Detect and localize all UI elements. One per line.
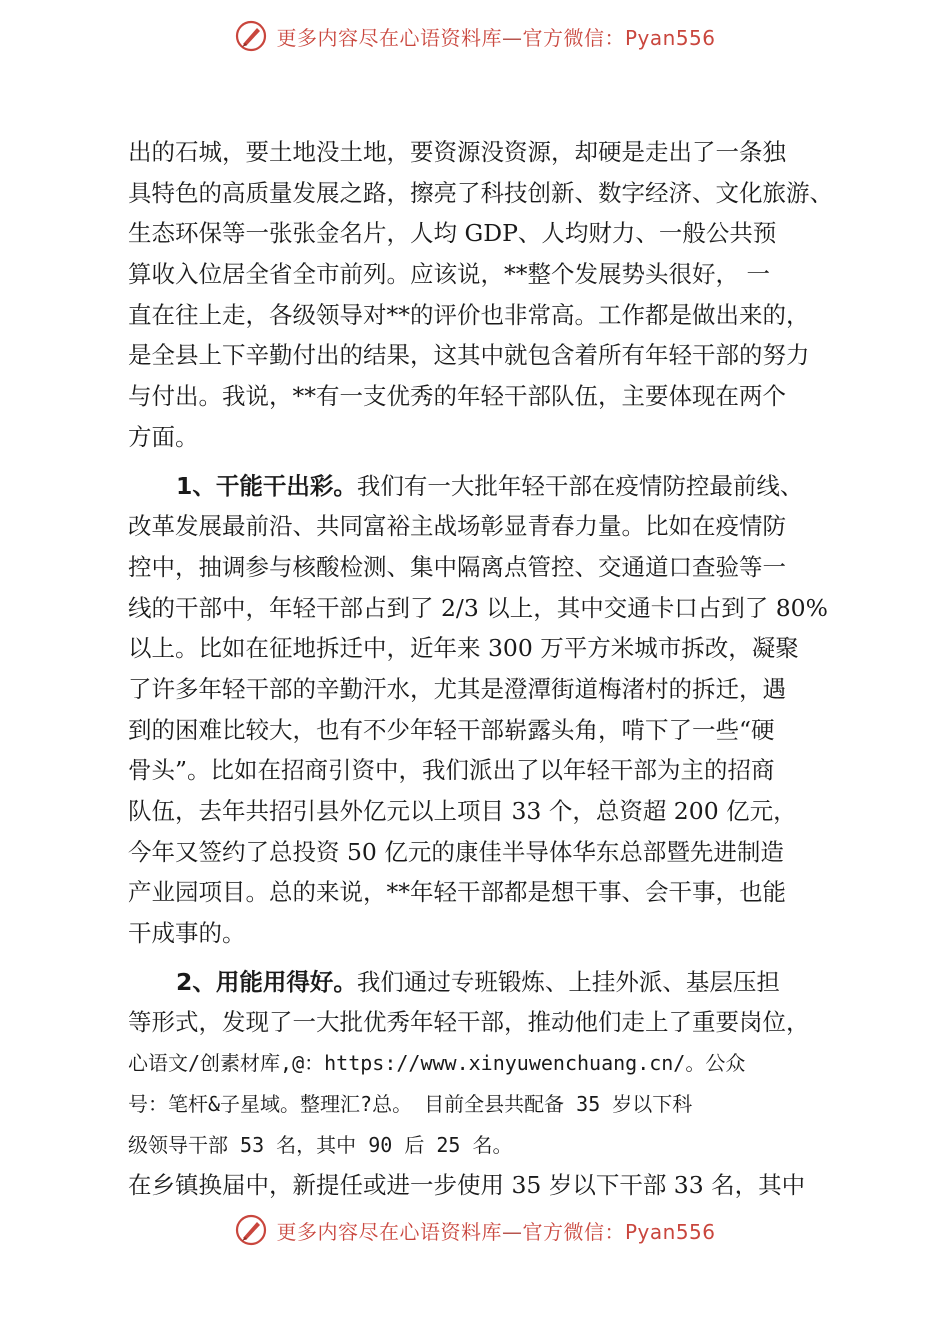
text-span: 我们有一大批年轻干部在疫情防控最前线、 bbox=[356, 471, 804, 500]
footer-banner bbox=[0, 1208, 950, 1252]
text-line: 直在往上走，各级领导对**的评价也非常高。工作都是做出来的， bbox=[128, 300, 810, 329]
text-line: 到的困难比较大，也有不少年轻干部崭露头角，啃下了一些“硬 bbox=[128, 715, 775, 744]
text-line: 以上。比如在征地拆迁中，近年来 300 万平方米城市拆改，凝聚 bbox=[128, 634, 799, 663]
text-line: 控中，抽调参与核酸检测、集中隔离点管控、交通道口查验等一 bbox=[128, 552, 786, 581]
section-heading-2: 2、用能用得好。 bbox=[176, 967, 357, 996]
text-line: 是全县上下辛勤付出的结果，这其中就包含着所有年轻干部的努力 bbox=[128, 341, 810, 370]
paragraph-2 bbox=[128, 466, 850, 954]
header-banner bbox=[0, 14, 950, 58]
footer-banner-wechat: 官方微信： bbox=[522, 1219, 625, 1244]
header-banner-handle: Pyan556 bbox=[624, 25, 716, 50]
paragraph-3 bbox=[128, 962, 850, 1165]
text-line: 算收入位居全省全市前列。应该说，**整个发展势头很好， 一 bbox=[128, 260, 770, 289]
header-banner-main: 更多内容尽在心语资料库 bbox=[276, 25, 502, 50]
text-line: 改革发展最前沿、共同富裕主战场彰显青春力量。比如在疫情防 bbox=[128, 512, 786, 541]
header-banner-dash: — bbox=[501, 25, 523, 50]
text-line: 号：笔杆&子星域。整理汇?总。 目前全县共配备 35 岁以下科 bbox=[128, 1091, 693, 1116]
text-line: 等形式，发现了一大批优秀年轻干部，推动他们走上了重要岗位， bbox=[128, 1008, 810, 1037]
text-line: 生态环保等一张张金名片，人均 GDP、人均财力、一般公共预 bbox=[128, 219, 777, 248]
pen-logo-icon bbox=[234, 1213, 268, 1247]
paragraph-4 bbox=[128, 1165, 850, 1206]
text-line: 级领导干部 53 名，其中 90 后 25 名。 bbox=[128, 1132, 513, 1157]
text-line: 干成事的。 bbox=[128, 919, 246, 948]
text-line bbox=[128, 466, 850, 507]
text-line: 线的干部中，年轻干部占到了 2/3 以上，其中交通卡口占到了 80% bbox=[128, 593, 828, 622]
text-line: 方面。 bbox=[128, 422, 199, 451]
text-line: 了许多年轻干部的辛勤汗水，尤其是澄潭街道梅渚村的拆迁，遇 bbox=[128, 674, 786, 703]
text-line: 心语文/创素材库,@：https://www.xinyuwenchuang.cn/。公众 bbox=[128, 1051, 746, 1076]
text-line: 骨头”。比如在招商引资中，我们派出了以年轻干部为主的招商 bbox=[128, 756, 775, 785]
footer-banner-text bbox=[276, 1216, 715, 1245]
paragraph-1 bbox=[128, 132, 850, 458]
footer-banner-main: 更多内容尽在心语资料库 bbox=[276, 1219, 502, 1244]
header-banner-wechat: 官方微信： bbox=[522, 25, 625, 50]
footer-banner-dash: — bbox=[501, 1219, 523, 1244]
pen-logo-icon bbox=[234, 19, 268, 53]
footer-banner-handle: Pyan556 bbox=[624, 1219, 716, 1244]
text-line: 产业园项目。总的来说，**年轻干部都是想干事、会干事，也能 bbox=[128, 878, 786, 907]
header-banner-text bbox=[276, 22, 715, 51]
document-body bbox=[128, 132, 850, 1206]
text-line: 出的石城，要土地没土地，要资源没资源，却硬是走出了一条独 bbox=[128, 138, 786, 166]
text-line: 队伍，去年共招引县外亿元以上项目 33 个，总资超 200 亿元， bbox=[128, 797, 797, 825]
text-span: 我们通过专班锻炼、上挂外派、基层压担 bbox=[356, 967, 780, 996]
text-line: 具特色的高质量发展之路，擦亮了科技创新、数字经济、文化旅游、 bbox=[128, 178, 833, 207]
text-line bbox=[128, 962, 850, 1003]
text-line: 今年又签约了总投资 50 亿元的康佳半导体华东总部暨先进制造 bbox=[128, 837, 784, 866]
text-line: 在乡镇换届中，新提任或进一步使用 35 岁以下干部 33 名，其中 bbox=[128, 1171, 806, 1200]
text-line: 与付出。我说，**有一支优秀的年轻干部队伍，主要体现在两个 bbox=[128, 382, 786, 411]
section-heading-1: 1、干能干出彩。 bbox=[176, 471, 357, 500]
